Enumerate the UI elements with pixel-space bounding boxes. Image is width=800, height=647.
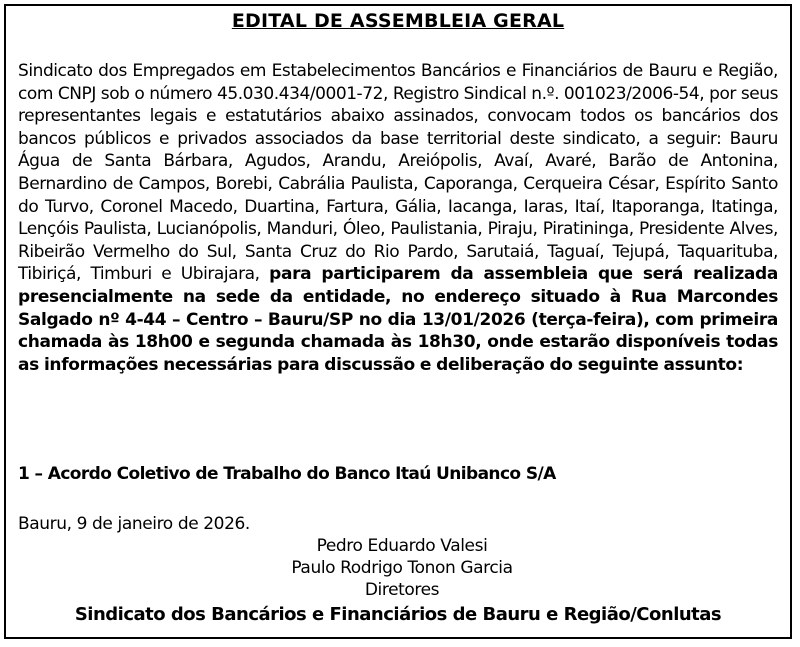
convocation-text: para participarem da assembleia que será realizada presencialmente na sede da entidade, no endereço situado à Rua Marcondes Salgado nº 4-44 – Centro – Bauru/SP no dia 13/01/2026 (terça-feira), com primeira chamada às 18h00 e segunda chamada às 18h30, onde estarão disponíveis todas as informações necessárias para discussão e deliberação do seguinte assunto:	[18, 264, 778, 375]
notice-box	[4, 4, 792, 639]
signatory-name: Paulo Rodrigo Tonon Garcia	[291, 558, 513, 578]
signatory-name: Pedro Eduardo Valesi	[316, 536, 488, 556]
agenda-item: 1 – Acordo Coletivo de Trabalho do Banco Itaú Unibanco S/A	[18, 464, 556, 484]
signatory-role: Diretores	[364, 580, 440, 600]
organization-name: Sindicato dos Bancários e Financiários de Bauru e Região/Conlutas	[74, 604, 722, 625]
place-date: Bauru, 9 de janeiro de 2026.	[18, 514, 250, 534]
intro-text: Sindicato dos Empregados em Estabelecimentos Bancários e Financiários de Bauru e Região, com CNPJ sob o número 45.030.434/0001-72, Registro Sindical n.º. 001023/2006-54, por seus representantes legais e estatutários abaixo assinados, convocam todos os bancários dos bancos públicos e privados associados da base territorial deste sindicato, a seguir: Bauru Água de Santa Bárbara, Agudos, Arandu, Areiópolis, Avaí, Avaré, Barão de Antonina, Bernardino de Campos, Borebi, Cabrália Paulista, Caporanga, Cerqueira César, Espírito Santo do Turvo, Coronel Macedo, Duartina, Fartura, Gália, Iacanga, Iaras, Itaí, Itaporanga, Itatinga, Lençóis Paulista, Lucianópolis, Manduri, Óleo, Paulistania, Piraju, Piratininga, Presidente Alves, Ribeirão Vermelho do Sul, Santa Cruz do Rio Pardo, Sarutaiá, Taguaí, Tejupá, Taquarituba, Tibiriçá, Timburi e Ubirajara,	[18, 61, 778, 285]
notice-title: EDITAL DE ASSEMBLEIA GERAL	[231, 10, 565, 32]
notice-body	[18, 60, 778, 376]
